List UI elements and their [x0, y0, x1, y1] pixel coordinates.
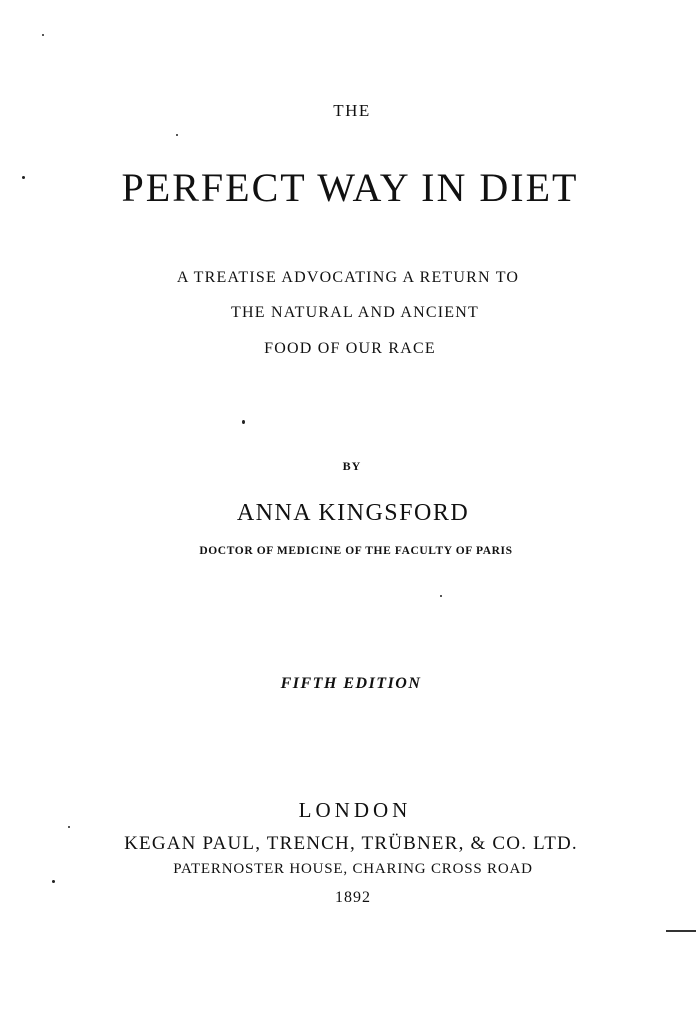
- author-credential: DOCTOR OF MEDICINE OF THE FACULTY OF PARIS: [199, 545, 513, 557]
- scan-speck: [42, 34, 44, 36]
- scan-speck: [68, 826, 70, 828]
- scan-speck: [440, 595, 442, 597]
- scan-speck: [52, 880, 55, 883]
- publication-city: LONDON: [298, 798, 412, 822]
- subtitle-line-1: A TREATISE ADVOCATING A RETURN TO: [176, 269, 520, 286]
- subtitle-line-2: THE NATURAL AND ANCIENT: [231, 304, 479, 321]
- book-title: PERFECT WAY IN DIET: [121, 165, 579, 210]
- scan-dash-mark: [666, 930, 696, 932]
- publication-year: 1892: [335, 889, 371, 906]
- subtitle-line-3: FOOD OF OUR RACE: [264, 340, 436, 357]
- title-article: THE: [333, 101, 371, 120]
- scan-speck: [242, 420, 245, 424]
- scan-speck: [22, 176, 25, 179]
- scan-speck: [176, 134, 178, 136]
- by-label: BY: [342, 459, 362, 473]
- publisher-name: KEGAN PAUL, TRENCH, TRÜBNER, & CO. LTD.: [124, 833, 578, 854]
- edition-label: FIFTH EDITION: [280, 675, 422, 692]
- publisher-address: PATERNOSTER HOUSE, CHARING CROSS ROAD: [173, 861, 533, 877]
- author-name: ANNA KINGSFORD: [236, 500, 470, 526]
